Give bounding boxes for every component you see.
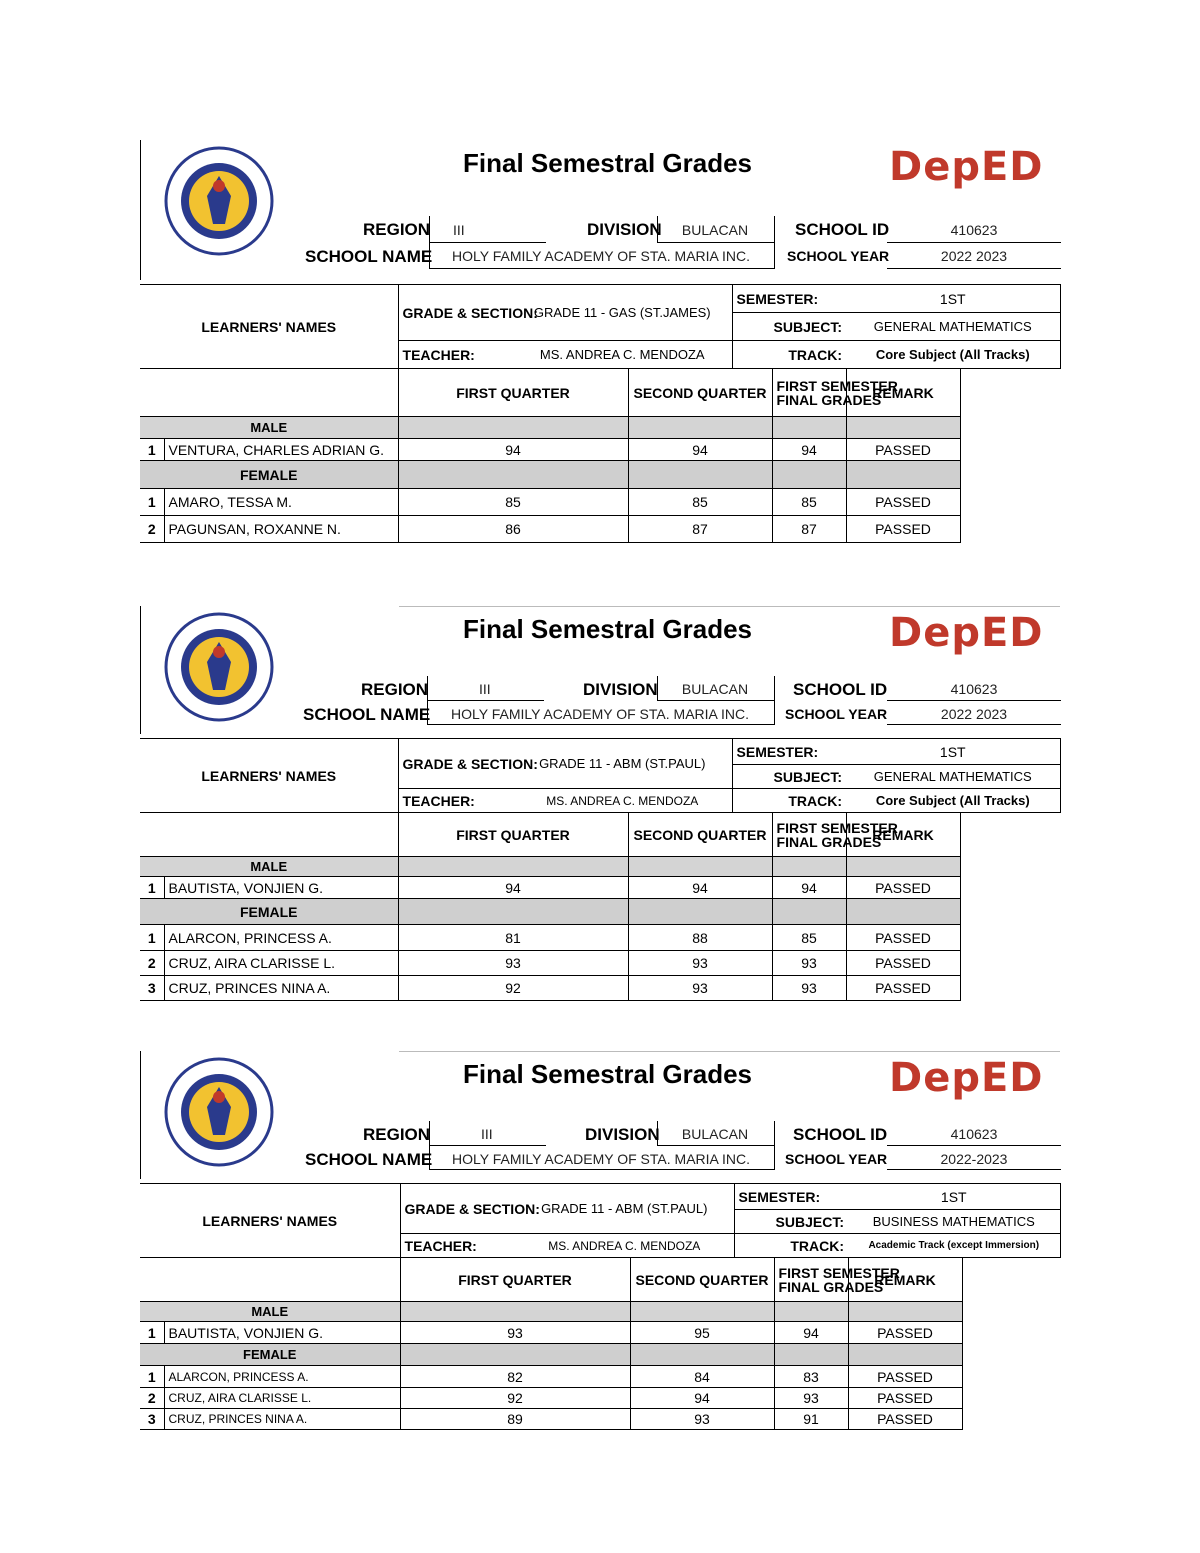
table-row (140, 1409, 1060, 1430)
school-name-label: SCHOOL NAME (305, 247, 433, 266)
school-year-label: SCHOOL YEAR (785, 1151, 888, 1167)
sheet-header (140, 606, 1060, 734)
blank-cell (140, 369, 398, 417)
semester-label: SEMESTER: (732, 285, 846, 313)
second-quarter-grade: 87 (628, 516, 772, 543)
region-value: III (453, 222, 465, 238)
second-quarter-grade: 93 (630, 1409, 774, 1430)
second-quarter-grade: 95 (630, 1322, 774, 1344)
final-grade: 93 (772, 976, 846, 1001)
table-row (140, 951, 1060, 976)
division-label: DIVISION (587, 220, 662, 239)
male-group-label: MALE (140, 857, 398, 877)
table-row (140, 489, 1060, 516)
region-label: REGION (361, 680, 429, 699)
first-quarter-grade: 89 (400, 1409, 630, 1430)
final-grades-header-line1: FIRST SEMESTER (778, 1264, 900, 1281)
learners-names-header: LEARNERS' NAMES (140, 285, 398, 369)
sheet-header (140, 140, 1060, 280)
blank-cell (772, 899, 846, 925)
final-grades-header (774, 1258, 900, 1302)
school-year-value: 2022 2023 (940, 706, 1008, 722)
remark: PASSED (846, 951, 960, 976)
remark: PASSED (848, 1322, 962, 1344)
blank-cell (774, 1344, 848, 1366)
remark: PASSED (846, 877, 960, 899)
final-grade: 85 (772, 489, 846, 516)
table-row (140, 925, 1060, 951)
remark: PASSED (846, 976, 960, 1001)
final-grade: 87 (772, 516, 846, 543)
learners-names-header: LEARNERS' NAMES (140, 1184, 400, 1258)
row-number: 1 (140, 439, 164, 461)
blank-cell (630, 1302, 774, 1322)
deped-seal-icon (161, 1057, 277, 1167)
subject-value: GENERAL MATHEMATICS (846, 313, 1060, 341)
learner-name: CRUZ, AIRA CLARISSE L. (164, 951, 398, 976)
school-id-label: SCHOOL ID (795, 220, 890, 239)
second-quarter-grade: 84 (630, 1366, 774, 1388)
grade-sheet-3 (140, 1051, 1060, 1427)
male-group-label: MALE (140, 417, 398, 439)
second-quarter-header: SECOND QUARTER (628, 813, 772, 857)
school-id-label: SCHOOL ID (793, 1125, 888, 1144)
blank-cell (140, 813, 398, 857)
blank-cell (846, 417, 960, 439)
table-row (140, 1388, 1060, 1409)
deped-logo (889, 610, 1044, 674)
deped-logo-text: DepED (889, 610, 1044, 656)
male-group-label: MALE (140, 1302, 400, 1322)
teacher-label: TEACHER: (398, 789, 513, 813)
subject-value: BUSINESS MATHEMATICS (848, 1210, 1060, 1234)
first-quarter-header: FIRST QUARTER (398, 813, 628, 857)
second-quarter-grade: 93 (628, 951, 772, 976)
blank-cell (398, 899, 628, 925)
school-name-value: HOLY FAMILY ACADEMY OF STA. MARIA INC. (451, 706, 749, 722)
row-number: 2 (140, 1388, 164, 1409)
row-number: 1 (140, 877, 164, 899)
first-quarter-header: FIRST QUARTER (398, 369, 628, 417)
semester-value: 1ST (848, 1184, 1060, 1210)
female-group-label: FEMALE (140, 899, 398, 925)
remark: PASSED (848, 1409, 962, 1430)
female-group-label: FEMALE (140, 461, 398, 489)
learner-name: CRUZ, PRINCES NINA A. (164, 976, 398, 1001)
subject-label: SUBJECT: (732, 765, 846, 789)
learner-name: ALARCON, PRINCESS A. (164, 925, 398, 951)
remark: PASSED (846, 489, 960, 516)
final-grade: 83 (774, 1366, 848, 1388)
blank-cell (630, 1344, 774, 1366)
blank-cell (628, 461, 772, 489)
learner-name: ALARCON, PRINCESS A. (164, 1366, 400, 1388)
sheet-header (140, 1051, 1060, 1179)
row-number: 3 (140, 976, 164, 1001)
blank-cell (628, 899, 772, 925)
blank-cell (846, 857, 960, 877)
learner-name: AMARO, TESSA M. (164, 489, 398, 516)
deped-seal-icon (161, 612, 277, 722)
grade-sheet-1 (140, 140, 1060, 537)
final-grade: 91 (774, 1409, 848, 1430)
school-id-line (887, 700, 1061, 701)
remark: PASSED (846, 516, 960, 543)
semester-label: SEMESTER: (734, 1184, 848, 1210)
row-number: 1 (140, 925, 164, 951)
remark: PASSED (846, 925, 960, 951)
blank-cell (398, 417, 628, 439)
school-name-value: HOLY FAMILY ACADEMY OF STA. MARIA INC. (452, 1151, 750, 1167)
first-quarter-header: FIRST QUARTER (400, 1258, 630, 1302)
top-rule (399, 1051, 1060, 1052)
school-name-label: SCHOOL NAME (303, 705, 431, 724)
second-quarter-grade: 93 (628, 976, 772, 1001)
final-grades-header-line1: FIRST SEMESTER (776, 377, 898, 394)
remark-header: REMARK (846, 813, 960, 857)
school-id-value: 410623 (950, 222, 998, 238)
school-id-value: 410623 (950, 1126, 998, 1142)
school-year-label: SCHOOL YEAR (785, 706, 888, 722)
row-number: 2 (140, 951, 164, 976)
blank-cell (848, 1344, 962, 1366)
final-grades-header (772, 813, 898, 857)
first-quarter-grade: 81 (398, 925, 628, 951)
track-value: Academic Track (except Immersion) (848, 1234, 1060, 1258)
school-year-line (887, 724, 1061, 725)
grades-table (140, 284, 1061, 543)
grades-table (140, 1183, 1061, 1430)
grades-table (140, 738, 1061, 1001)
row-number: 3 (140, 1409, 164, 1430)
first-quarter-grade: 94 (398, 439, 628, 461)
grade-section-label: GRADE & SECTION: (398, 285, 513, 341)
second-quarter-grade: 85 (628, 489, 772, 516)
final-grade: 94 (772, 439, 846, 461)
learners-names-header: LEARNERS' NAMES (140, 739, 398, 813)
grade-section-label: GRADE & SECTION: (398, 739, 513, 789)
remark: PASSED (848, 1388, 962, 1409)
blank-cell (772, 417, 846, 439)
remark: PASSED (846, 439, 960, 461)
table-row (140, 976, 1060, 1001)
grade-sheet-2 (140, 606, 1060, 996)
school-id-line (887, 242, 1061, 243)
sheet-title: Final Semestral Grades (463, 1059, 753, 1089)
division-value: BULACAN (681, 681, 749, 697)
grade-section-value: GRADE 11 - ABM (ST.PAUL) (513, 739, 732, 789)
first-quarter-grade: 93 (400, 1322, 630, 1344)
second-quarter-grade: 94 (628, 877, 772, 899)
semester-value: 1ST (846, 739, 1060, 765)
division-value: BULACAN (681, 222, 749, 238)
track-value: Core Subject (All Tracks) (846, 789, 1060, 813)
row-number: 1 (140, 1322, 164, 1344)
final-grade: 93 (774, 1388, 848, 1409)
blank-cell (846, 899, 960, 925)
second-quarter-grade: 88 (628, 925, 772, 951)
learner-name: BAUTISTA, VONJIEN G. (164, 877, 398, 899)
second-quarter-header: SECOND QUARTER (628, 369, 772, 417)
first-quarter-grade: 94 (398, 877, 628, 899)
second-quarter-header: SECOND QUARTER (630, 1258, 774, 1302)
school-year-label: SCHOOL YEAR (787, 248, 890, 264)
teacher-value: MS. ANDREA C. MENDOZA (513, 341, 732, 369)
learner-name: VENTURA, CHARLES ADRIAN G. (164, 439, 398, 461)
school-name-label: SCHOOL NAME (305, 1150, 433, 1169)
blank-cell (400, 1344, 630, 1366)
subject-label: SUBJECT: (734, 1210, 848, 1234)
final-grades-header-line2: FINAL GRADES (778, 1278, 884, 1295)
remark-header: REMARK (848, 1258, 962, 1302)
blank-cell (772, 857, 846, 877)
first-quarter-grade: 86 (398, 516, 628, 543)
grade-section-label: GRADE & SECTION: (400, 1184, 515, 1234)
teacher-value: MS. ANDREA C. MENDOZA (513, 789, 732, 813)
top-rule (399, 606, 1060, 607)
track-label: TRACK: (732, 341, 846, 369)
table-row (140, 1322, 1060, 1344)
row-number: 1 (140, 1366, 164, 1388)
learner-name: PAGUNSAN, ROXANNE N. (164, 516, 398, 543)
semester-label: SEMESTER: (732, 739, 846, 765)
teacher-label: TEACHER: (398, 341, 513, 369)
region-label: REGION (363, 220, 431, 239)
table-row (140, 877, 1060, 899)
school-id-line (887, 1145, 1061, 1146)
subject-label: SUBJECT: (732, 313, 846, 341)
first-quarter-grade: 92 (400, 1388, 630, 1409)
teacher-value: MS. ANDREA C. MENDOZA (515, 1234, 734, 1258)
deped-logo (889, 1055, 1044, 1119)
final-grade: 94 (772, 877, 846, 899)
blank-cell (846, 461, 960, 489)
row-number: 2 (140, 516, 164, 543)
blank-cell (398, 461, 628, 489)
track-label: TRACK: (732, 789, 846, 813)
deped-logo-text: DepED (889, 144, 1044, 190)
blank-cell (848, 1302, 962, 1322)
female-group-label: FEMALE (140, 1344, 400, 1366)
grade-section-value: GRADE 11 - GAS (ST.JAMES) (513, 285, 732, 341)
first-quarter-grade: 92 (398, 976, 628, 1001)
region-label: REGION (363, 1125, 431, 1144)
final-grade: 85 (772, 925, 846, 951)
blank-cell (628, 417, 772, 439)
second-quarter-grade: 94 (628, 439, 772, 461)
first-quarter-grade: 82 (400, 1366, 630, 1388)
teacher-label: TEACHER: (400, 1234, 515, 1258)
school-year-line (887, 268, 1061, 269)
deped-seal-icon (161, 146, 277, 256)
table-row (140, 516, 1060, 543)
subject-value: GENERAL MATHEMATICS (846, 765, 1060, 789)
school-year-value: 2022 2023 (940, 248, 1008, 264)
row-number: 1 (140, 489, 164, 516)
school-id-value: 410623 (950, 681, 998, 697)
final-grades-header-line2: FINAL GRADES (776, 391, 882, 408)
blank-cell (772, 461, 846, 489)
track-value: Core Subject (All Tracks) (846, 341, 1060, 369)
blank-cell (398, 857, 628, 877)
deped-logo (889, 144, 1044, 208)
final-grades-header-line2: FINAL GRADES (776, 833, 882, 850)
school-name-value: HOLY FAMILY ACADEMY OF STA. MARIA INC. (452, 248, 750, 264)
blank-cell (400, 1302, 630, 1322)
sheet-title: Final Semestral Grades (463, 614, 753, 644)
region-value: III (479, 681, 491, 697)
final-grade: 93 (772, 951, 846, 976)
division-label: DIVISION (583, 680, 658, 699)
school-year-value: 2022-2023 (940, 1151, 1008, 1167)
first-quarter-grade: 85 (398, 489, 628, 516)
sheet-title: Final Semestral Grades (463, 148, 753, 178)
second-quarter-grade: 94 (630, 1388, 774, 1409)
table-row (140, 439, 1060, 461)
learner-name: BAUTISTA, VONJIEN G. (164, 1322, 400, 1344)
final-grades-header-line1: FIRST SEMESTER (776, 819, 898, 836)
learner-name: CRUZ, PRINCES NINA A. (164, 1409, 400, 1430)
remark: PASSED (848, 1366, 962, 1388)
semester-value: 1ST (846, 285, 1060, 313)
blank-cell (140, 1258, 400, 1302)
blank-cell (774, 1302, 848, 1322)
learner-name: CRUZ, AIRA CLARISSE L. (164, 1388, 400, 1409)
region-value: III (481, 1126, 493, 1142)
deped-logo-text: DepED (889, 1055, 1044, 1101)
division-value: BULACAN (681, 1126, 749, 1142)
division-label: DIVISION (585, 1125, 660, 1144)
school-year-line (887, 1169, 1061, 1170)
blank-cell (628, 857, 772, 877)
table-row (140, 1366, 1060, 1388)
grade-section-value: GRADE 11 - ABM (ST.PAUL) (515, 1184, 734, 1234)
final-grades-header (772, 369, 898, 417)
first-quarter-grade: 93 (398, 951, 628, 976)
track-label: TRACK: (734, 1234, 848, 1258)
final-grade: 94 (774, 1322, 848, 1344)
school-id-label: SCHOOL ID (793, 680, 888, 699)
remark-header: REMARK (846, 369, 960, 417)
